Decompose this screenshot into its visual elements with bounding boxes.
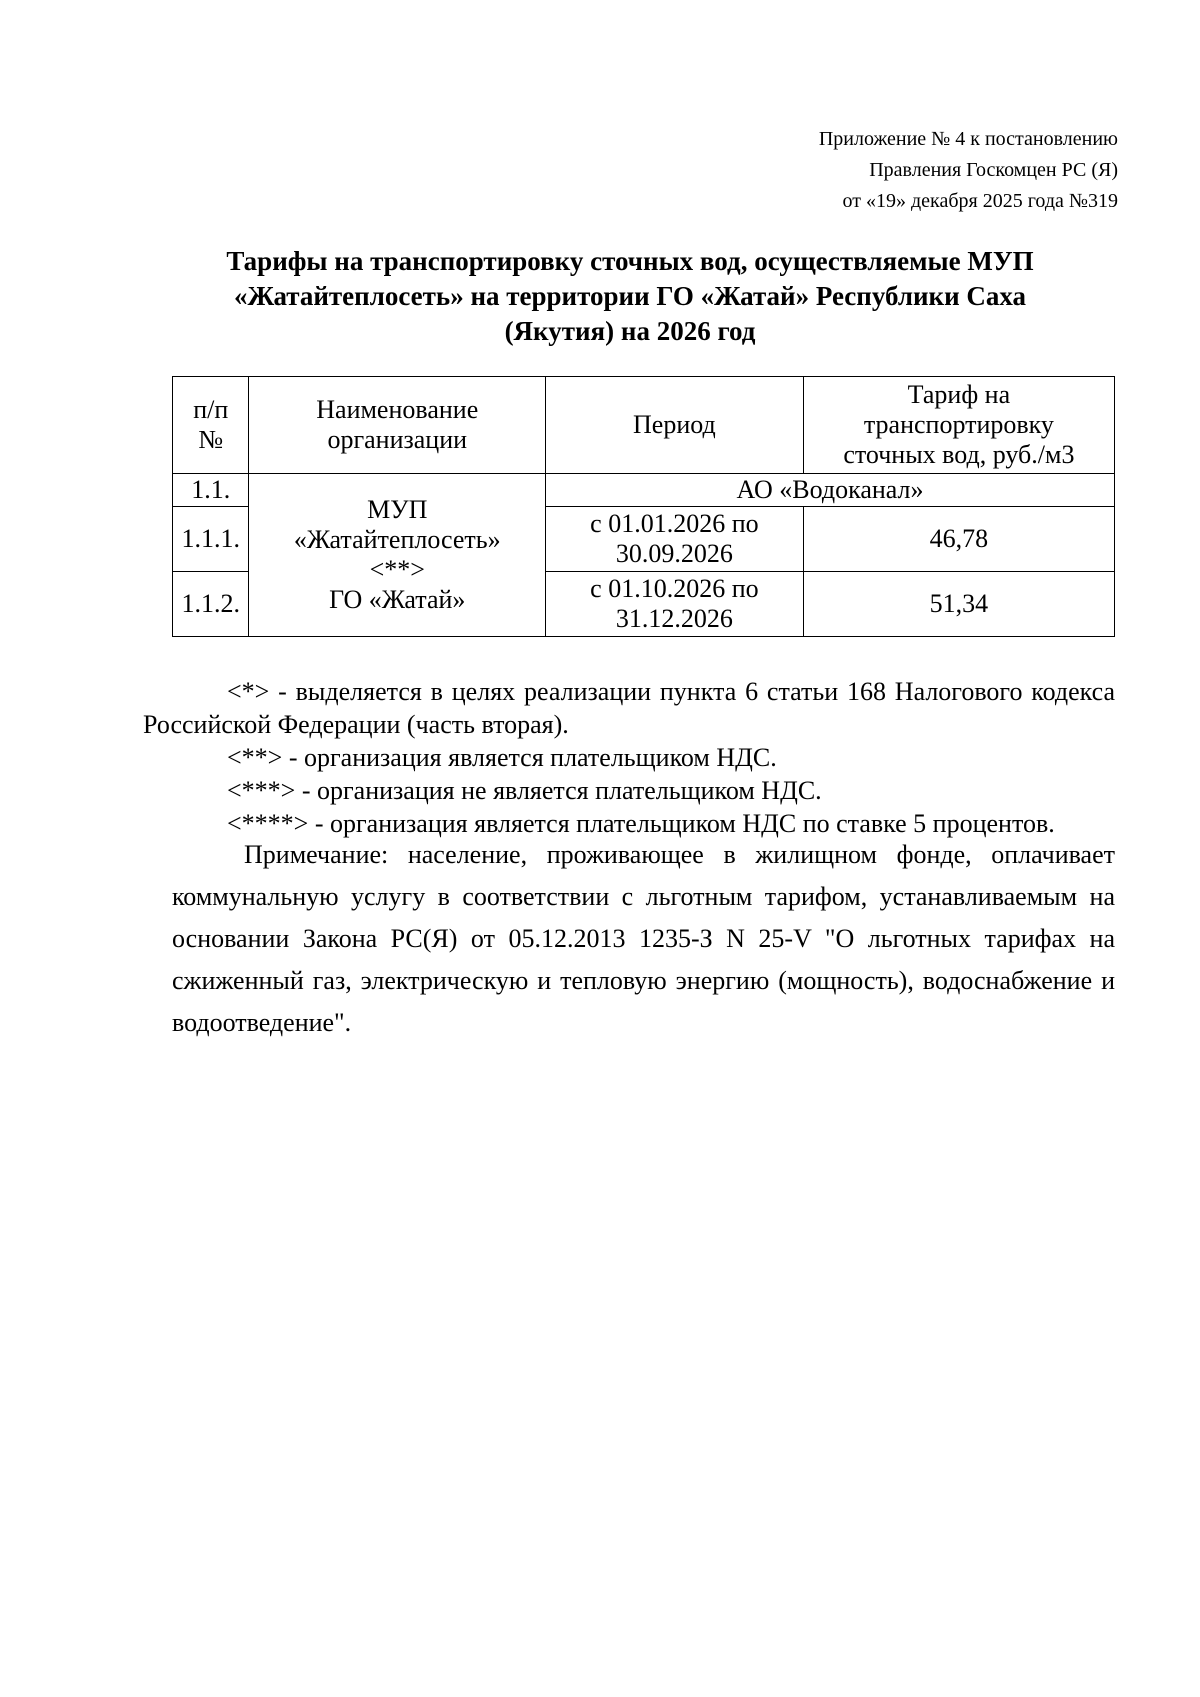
document-title-line3: (Якутия) на 2026 год	[504, 316, 756, 346]
document-title-line1: Тарифы на транспортировку сточных вод, осуществляемые МУП	[226, 246, 1034, 276]
header-tariff-line3: сточных вод, руб./м3	[843, 440, 1075, 469]
tariff-table	[172, 376, 1115, 637]
footnotes	[143, 675, 1115, 840]
header-cell-period	[546, 377, 804, 474]
header-tariff-line2: транспортировку	[863, 410, 1054, 439]
organization-line1: МУП	[367, 495, 428, 524]
document-title	[190, 244, 1070, 349]
organization-line3: <**>	[369, 555, 425, 584]
header-cell-tariff	[803, 377, 1114, 474]
table-row	[173, 474, 1115, 507]
document-title-line2: «Жатайтеплосеть» на территории ГО «Жатай» Республики Саха	[233, 281, 1027, 311]
header-period-label: Период	[633, 410, 716, 439]
row-number-cell: 1.1.2.	[173, 572, 249, 637]
header-cell-number	[173, 377, 249, 474]
period-start: с 01.01.2026 по	[590, 509, 759, 538]
footnote-not-vat-payer: <***> - организация не является плательщиком НДС.	[227, 776, 822, 805]
footnote-vat-allocation: <*> - выделяется в целях реализации пункта 6 статьи 168 Налогового кодекса Российской Федерации (часть вторая).	[143, 677, 1115, 739]
period-end: 31.12.2026	[615, 604, 733, 633]
footnote-vat-5-percent: <****> - организация является плательщиком НДС по ставке 5 процентов.	[227, 809, 1055, 838]
header-number-line2: №	[198, 425, 224, 454]
appendix-header-line1: Приложение № 4 к постановлению	[818, 128, 1118, 150]
remark-paragraph: Примечание: население, проживающее в жилищном фонде, оплачивает коммунальную услугу в соответствии с льготным тарифом, устанавливаемым на основании Закона РС(Я) от 05.12.2013 1235-З N 25-V "О льготных тарифах на сжиженный газ, электрическую и тепловую энергию (мощность), водоснабжение и водоотведение".	[172, 840, 1115, 1037]
period-end: 30.09.2026	[615, 539, 733, 568]
tariff-cell: 51,34	[803, 572, 1114, 637]
company-name-cell: АО «Водоканал»	[546, 474, 1115, 507]
row-number-cell: 1.1.1.	[173, 507, 249, 572]
header-number-line1: п/п	[193, 395, 229, 424]
appendix-header-line2: Правления Госкомцен РС (Я)	[869, 159, 1118, 181]
table-header-row	[173, 377, 1115, 474]
organization-line2: «Жатайтеплосеть»	[293, 525, 501, 554]
organization-line4: ГО «Жатай»	[329, 585, 466, 614]
header-organization-line1: Наименование	[316, 395, 479, 424]
header-tariff-line1: Тариф на	[907, 380, 1011, 409]
tariff-cell: 46,78	[803, 507, 1114, 572]
period-cell	[546, 572, 804, 637]
period-cell	[546, 507, 804, 572]
appendix-header	[819, 124, 1118, 217]
header-organization-line2: организации	[327, 425, 468, 454]
period-start: с 01.10.2026 по	[590, 574, 759, 603]
row-number-cell: 1.1.	[173, 474, 249, 507]
appendix-header-line3: от «19» декабря 2025 года №319	[842, 190, 1118, 212]
organization-cell	[249, 474, 546, 637]
header-cell-organization	[249, 377, 546, 474]
footnote-vat-payer: <**> - организация является плательщиком НДС.	[227, 743, 777, 772]
